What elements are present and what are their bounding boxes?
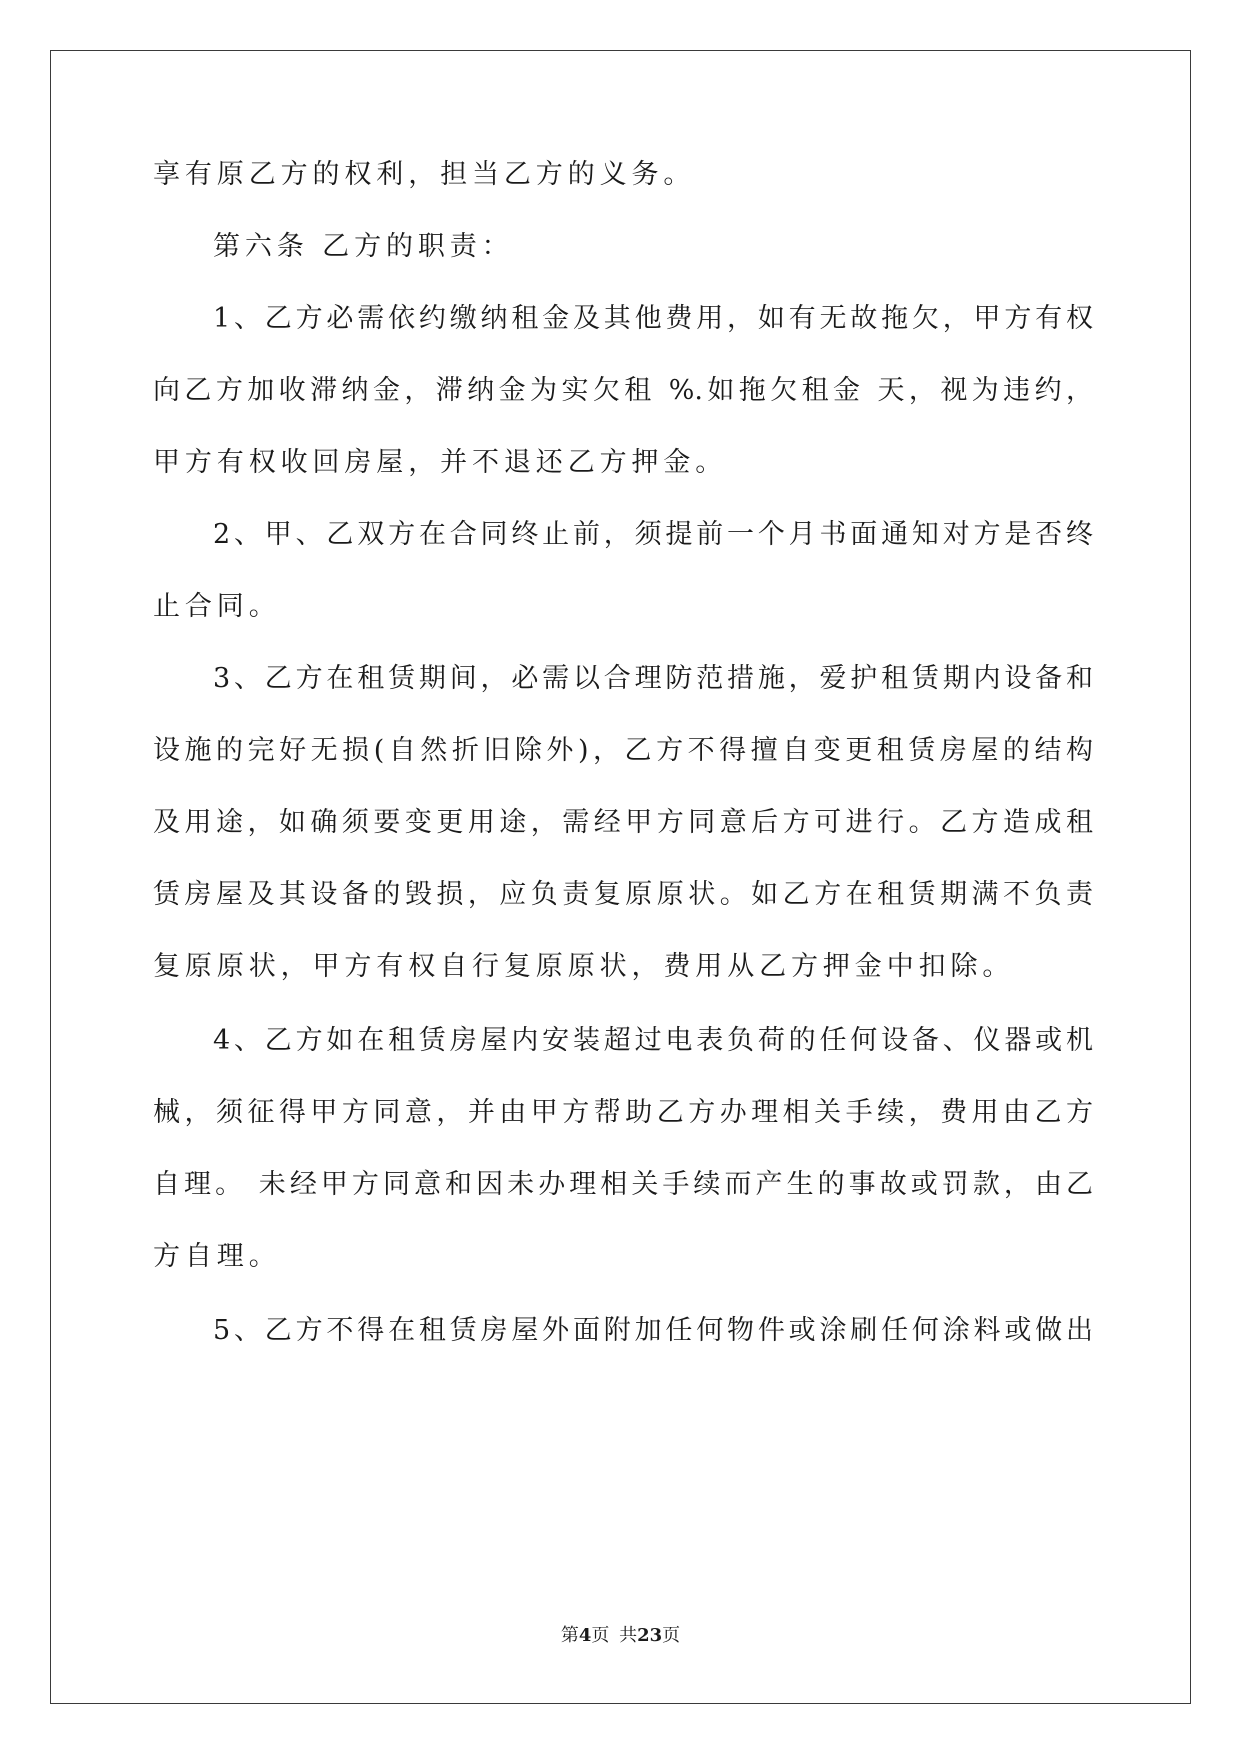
text-line: 1、乙方必需依约缴纳租金及其他费用，如有无故拖欠，甲方有权 [213,303,1093,334]
text-line: 5、乙方不得在租赁房屋外面附加任何物件或涂刷任何涂料或做出 [213,1315,1093,1346]
text-line: 方自理。 [153,1241,281,1272]
text-line: 甲方有权收回房屋，并不退还乙方押金。 [153,447,728,478]
text-line: 第六条 乙方的职责： [213,231,514,262]
text-line: 向乙方加收滞纳金，滞纳金为实欠租 %.如拖欠租金 天，视为违约， [153,375,1093,406]
total-page-number: 23 [637,1625,663,1646]
text-line: 2、甲、乙双方在合同终止前，须提前一个月书面通知对方是否终 [213,519,1093,550]
text-line: 械，须征得甲方同意，并由甲方帮助乙方办理相关手续，费用由乙方 [153,1097,1093,1128]
text-line: 3、乙方在租赁期间，必需以合理防范措施，爱护租赁期内设备和 [213,663,1093,694]
footer-prefix: 第 [560,1625,579,1646]
text-line: 止合同。 [153,591,281,622]
footer-suffix: 页 [662,1625,681,1646]
text-line: 4、乙方如在租赁房屋内安装超过电表负荷的任何设备、仪器或机 [213,1025,1093,1056]
footer-mid: 页 共 [591,1625,638,1646]
current-page-number: 4 [578,1625,592,1646]
text-line: 复原原状，甲方有权自行复原原状，费用从乙方押金中扣除。 [153,951,1015,982]
text-line: 及用途，如确须要变更用途，需经甲方同意后方可进行。乙方造成租 [153,807,1093,838]
text-line: 自理。 未经甲方同意和因未办理相关手续而产生的事故或罚款，由乙 [153,1169,1093,1200]
page-footer [0,1624,1241,1648]
text-line: 赁房屋及其设备的毁损，应负责复原原状。如乙方在租赁期满不负责 [153,879,1093,910]
text-line: 享有原乙方的权利，担当乙方的义务。 [153,159,696,190]
text-line: 设施的完好无损(自然折旧除外)，乙方不得擅自变更租赁房屋的结构 [153,735,1093,766]
